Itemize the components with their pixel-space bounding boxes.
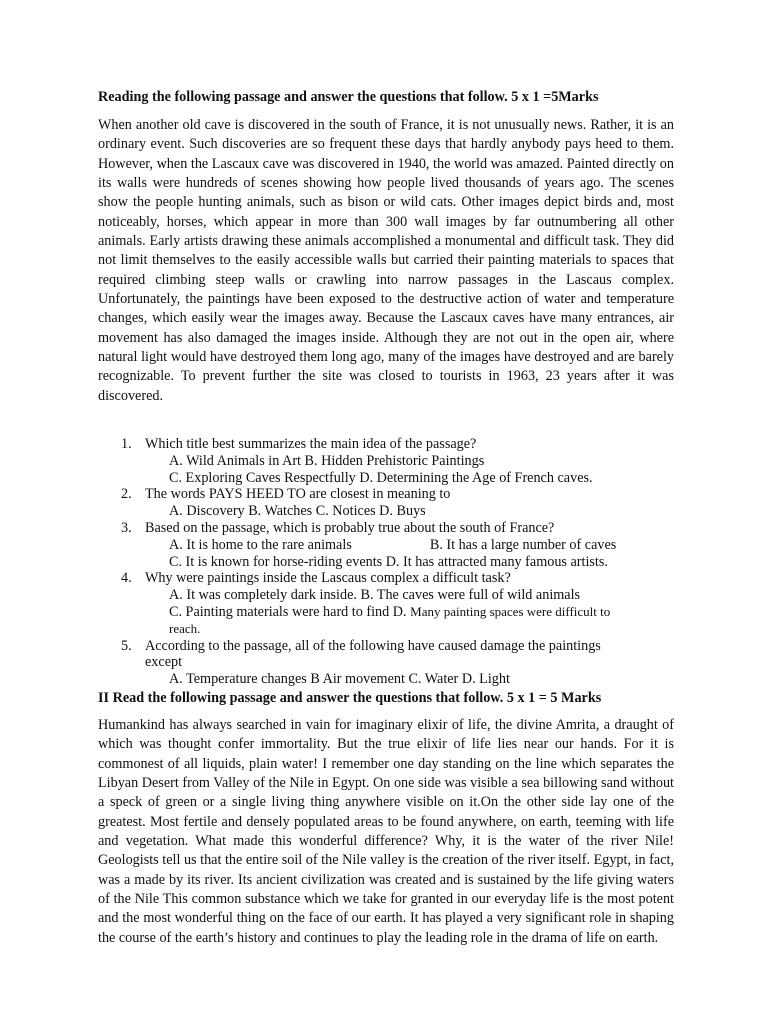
answer-options: A. It was completely dark inside. B. The caves were full of wild animals <box>169 587 581 604</box>
option-d: Many painting spaces were difficult to <box>410 603 611 619</box>
answer-options: A. Temperature changes B Air movement C. Water D. Light <box>169 671 510 688</box>
question-text: Why were paintings inside the Lascaus complex a difficult task? <box>145 570 511 587</box>
option-a: A. It is home to the rare animals <box>169 536 352 553</box>
answer-options: A. Discovery B. Watches C. Notices D. Buys <box>169 503 426 520</box>
answer-options <box>145 537 674 554</box>
answer-options: C. It is known for horse-riding events D. It has attracted many famous artists. <box>169 553 608 570</box>
question-text-continued: except <box>145 654 183 671</box>
question-2 <box>98 486 674 520</box>
section2-passage: Humankind has always searched in vain for imaginary elixir of life, the divine Amrita, a draught of which was thought confer immortality. But the true elixir of life lies near our hands. For it is commonest of all liquids, plain water! I remember one day standing on the line which separates the Libyan Desert from Valley of the Nile in Egypt. On one side was visible a sea billowing sand without a speck of green or a single living thing anywhere visible on it.On the other side lay one of the greatest. Most fertile and densely populated areas to be found anywhere, on earth, teeming with life and vegetation. What made this wonderful difference? Why, it is the water of the river Nile! Geologists tell us that the entire soil of the Nile valley is the creation of the river itself. Egypt, in fact, was a made by its river. Its ancient civilization was created and is sustained by the life giving waters of the Nile This common substance which we take for granted in our everyday life is the most potent and the most wonderful thing on the face of our earth. It has played a very significant role in shaping the course of the earth’s history and continues to play the leading role in the drama of life on earth. <box>98 717 674 946</box>
option-b: B. It has a large number of caves <box>429 536 617 553</box>
question-list <box>98 436 674 688</box>
question-number: 5. <box>121 637 132 654</box>
question-3 <box>98 520 674 570</box>
question-text: Which title best summarizes the main idea of the passage? <box>145 436 477 452</box>
option-c: C. Painting materials were hard to find D. <box>169 603 407 620</box>
question-5 <box>98 638 674 688</box>
section1-passage: When another old cave is discovered in the south of France, it is not unusually news. Rather, it is an ordinary event. Such discoveries are so frequent these days that hardly anybody pays heed to them. However, when the Lascaux cave was discovered in 1940, the world was amazed. Painted directly on its walls were hundreds of scenes showing how people lived thousands of years ago. The scenes show the people hunting animals, such as bison or wild cats. Other images depict birds and, most noticeably, horses, which appear in more than 300 wall images by far outnumbering all other animals. Early artists drawing these animals accomplished a monumental and difficult task. They did not limit themselves to the easily accessible walls but carried their painting materials to spaces that required climbing steep walls or crawling into narrow passages in the Lascaus complex. Unfortunately, the paintings have been exposed to the destructive action of water and temperature changes, which easily wear the images away. Because the Lascaux caves have many entrances, air movement has also damaged the images inside. Although they are not out in the open air, where natural light would have destroyed them long ago, many of the images have destroyed and are barely recognizable. To prevent further the site was closed to tourists in 1963, 23 years after it was discovered. <box>98 117 674 404</box>
question-number: 1. <box>121 436 132 452</box>
question-text: According to the passage, all of the following have caused damage the paintings <box>145 637 601 654</box>
question-number: 4. <box>121 570 132 587</box>
question-4 <box>98 570 674 637</box>
question-text: Based on the passage, which is probably true about the south of France? <box>145 519 555 536</box>
section2-heading: II Read the following passage and answer the questions that follow. 5 x 1 = 5 Marks <box>98 690 602 706</box>
question-1 <box>98 436 674 486</box>
answer-options: C. Exploring Caves Respectfully D. Determining the Age of French caves. <box>169 469 593 486</box>
question-number: 2. <box>121 486 132 503</box>
answer-options <box>145 604 674 621</box>
section1-heading: Reading the following passage and answer the questions that follow. 5 x 1 =5Marks <box>98 89 599 105</box>
question-number: 3. <box>121 519 132 536</box>
answer-options: A. Wild Animals in Art B. Hidden Prehistoric Paintings <box>169 452 485 469</box>
question-text: The words PAYS HEED TO are closest in meaning to <box>145 486 451 503</box>
answer-options-continued: reach. <box>169 620 201 636</box>
